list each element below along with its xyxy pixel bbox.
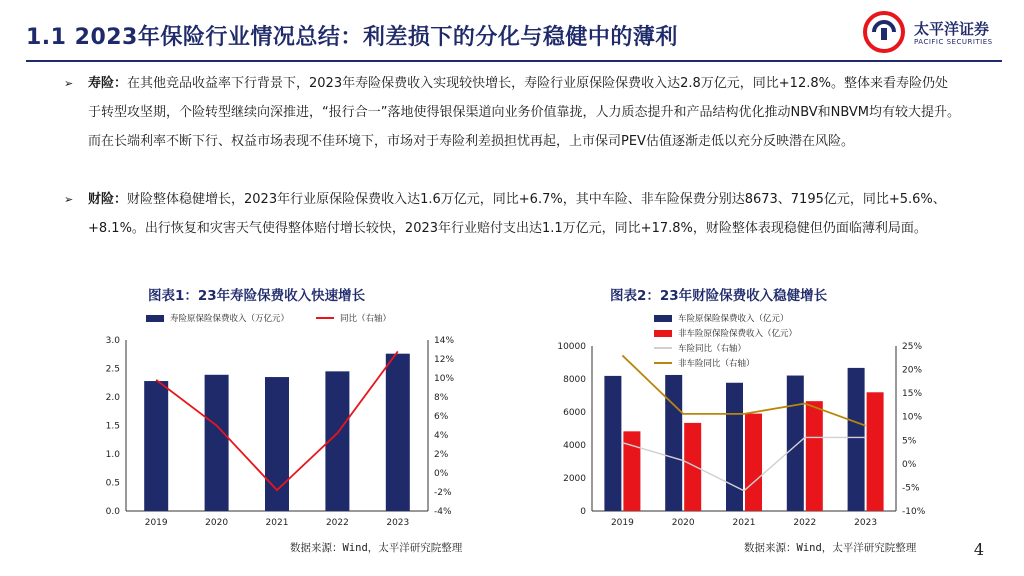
bar [787, 376, 804, 511]
y-right-tick-label: 20% [902, 365, 923, 376]
y-right-tick-label: -4% [434, 507, 452, 517]
y-right-tick-label: 15% [902, 389, 923, 400]
x-tick-label: 2022 [325, 518, 349, 528]
page-number: 4 [973, 540, 984, 559]
bar [684, 423, 701, 511]
legend-label: 非车险同比（右轴） [678, 359, 755, 369]
chart2-source: 数据来源：Wind，太平洋研究院整理 [744, 542, 917, 554]
legend-label: 车险同比（右轴） [678, 344, 747, 354]
y-right-tick-label: 25% [902, 342, 923, 352]
paragraph-body: 在其他竞品收益率下行背景下，2023年寿险保费收入实现较快增长，寿险行业原保险保费收入达2.8万亿元，同比+12.8%。整体来看寿险仍处于转型攻坚期，个险转型继续向深推进，“报行合一”落地使得银保渠道向业务价值靠拢，人力质态提升和产品结构优化推动NBV和NBVM均有较大提升。而在长端利率不断下行、权益市场表现不佳环境下，市场对于寿险利差损担忧再起，上市保司PEV估值逐渐走低以充分反映潜在风险。 [88, 76, 960, 149]
legend-swatch [654, 330, 672, 337]
paragraph-lead: 寿险： [88, 76, 128, 91]
x-tick-label: 2019 [610, 518, 634, 528]
y-left-tick-label: 1.5 [105, 421, 120, 432]
y-left-tick-label: 2.0 [105, 393, 120, 403]
bar [604, 376, 621, 511]
y-right-tick-label: 12% [434, 355, 455, 365]
x-tick-label: 2023 [386, 518, 410, 528]
bar [806, 401, 823, 511]
y-right-tick-label: -2% [434, 488, 452, 498]
legend-label: 非车险原保险保费收入（亿元） [678, 329, 798, 339]
y-left-tick-label: 10000 [557, 342, 586, 352]
bar [848, 368, 865, 511]
bar [726, 383, 743, 511]
logo-name-cn: 太平洋证券 [914, 20, 990, 38]
x-tick-label: 2021 [265, 518, 289, 528]
y-right-tick-label: 2% [434, 450, 449, 460]
y-right-tick-label: 8% [434, 393, 449, 403]
x-tick-label: 2022 [793, 518, 817, 528]
bullet-arrow-icon: ➢ [64, 193, 74, 206]
bar [205, 375, 229, 511]
pc-premium-chart [540, 308, 940, 533]
y-right-tick-label: 14% [434, 336, 455, 346]
x-tick-label: 2023 [854, 518, 878, 528]
title-divider [26, 60, 1002, 62]
chart1-source: 数据来源：Wind，太平洋研究院整理 [290, 542, 463, 554]
bar [867, 392, 884, 511]
bar [386, 354, 410, 511]
paragraph-body: 财险整体稳健增长，2023年行业原保险保费收入达1.6万亿元，同比+6.7%，其中车险、非车险保费分别达8673、7195亿元，同比+5.6%、+8.1%。出行恢复和灾害天气使得整体赔付增长较快，2023年行业赔付支出达1.1万亿元，同比+17.8%，财险整体表现稳健但仍面临薄利局面。 [88, 192, 946, 236]
y-left-tick-label: 0.5 [105, 478, 120, 489]
life-premium-chart [90, 308, 455, 533]
y-left-tick-label: 4000 [563, 441, 586, 451]
logo-name-en: PACIFIC SECURITIES [914, 38, 993, 46]
y-right-tick-label: 4% [434, 431, 449, 441]
y-left-tick-label: 2000 [563, 474, 586, 484]
y-left-tick-label: 1.0 [105, 450, 120, 460]
y-right-tick-label: 10% [434, 374, 455, 384]
legend-swatch [654, 315, 672, 322]
legend-label: 车险原保险保费收入（亿元） [678, 314, 789, 324]
series-line [622, 437, 865, 490]
paragraph-lead: 财险： [88, 192, 128, 207]
x-tick-label: 2020 [205, 518, 229, 528]
legend-swatch [146, 315, 164, 322]
y-right-tick-label: 6% [434, 412, 449, 422]
x-tick-label: 2019 [144, 518, 168, 528]
pc-insurance-paragraph [64, 185, 960, 243]
y-right-tick-label: 0% [434, 469, 449, 479]
bar [144, 381, 168, 511]
legend-label: 同比（右轴） [340, 314, 392, 324]
y-right-tick-label: -5% [902, 483, 920, 494]
company-logo [862, 10, 1012, 54]
logo-emblem-icon [862, 10, 910, 54]
y-right-tick-label: 5% [902, 436, 917, 447]
y-left-tick-label: 0 [580, 507, 586, 517]
chart1-title: 图表1：23年寿险保费收入快速增长 [148, 288, 366, 304]
y-right-tick-label: 0% [902, 459, 917, 470]
y-left-tick-label: 2.5 [105, 364, 120, 375]
y-left-tick-label: 6000 [563, 408, 586, 418]
chart2-title: 图表2：23年财险保费收入稳健增长 [610, 288, 828, 304]
y-right-tick-label: -10% [902, 507, 926, 517]
page-title: 1.1 2023年保险行业情况总结：利差损下的分化与稳健中的薄利 [26, 25, 678, 50]
y-left-tick-label: 3.0 [105, 336, 120, 346]
y-left-tick-label: 0.0 [105, 507, 120, 517]
life-insurance-paragraph [64, 69, 960, 156]
bullet-arrow-icon: ➢ [64, 77, 74, 90]
x-tick-label: 2021 [732, 518, 756, 528]
legend-label: 寿险原保险保费收入（万亿元） [170, 314, 290, 324]
y-right-tick-label: 10% [902, 412, 923, 423]
x-tick-label: 2020 [671, 518, 695, 528]
bar [745, 414, 762, 511]
bar [665, 375, 682, 511]
y-left-tick-label: 8000 [563, 375, 586, 385]
